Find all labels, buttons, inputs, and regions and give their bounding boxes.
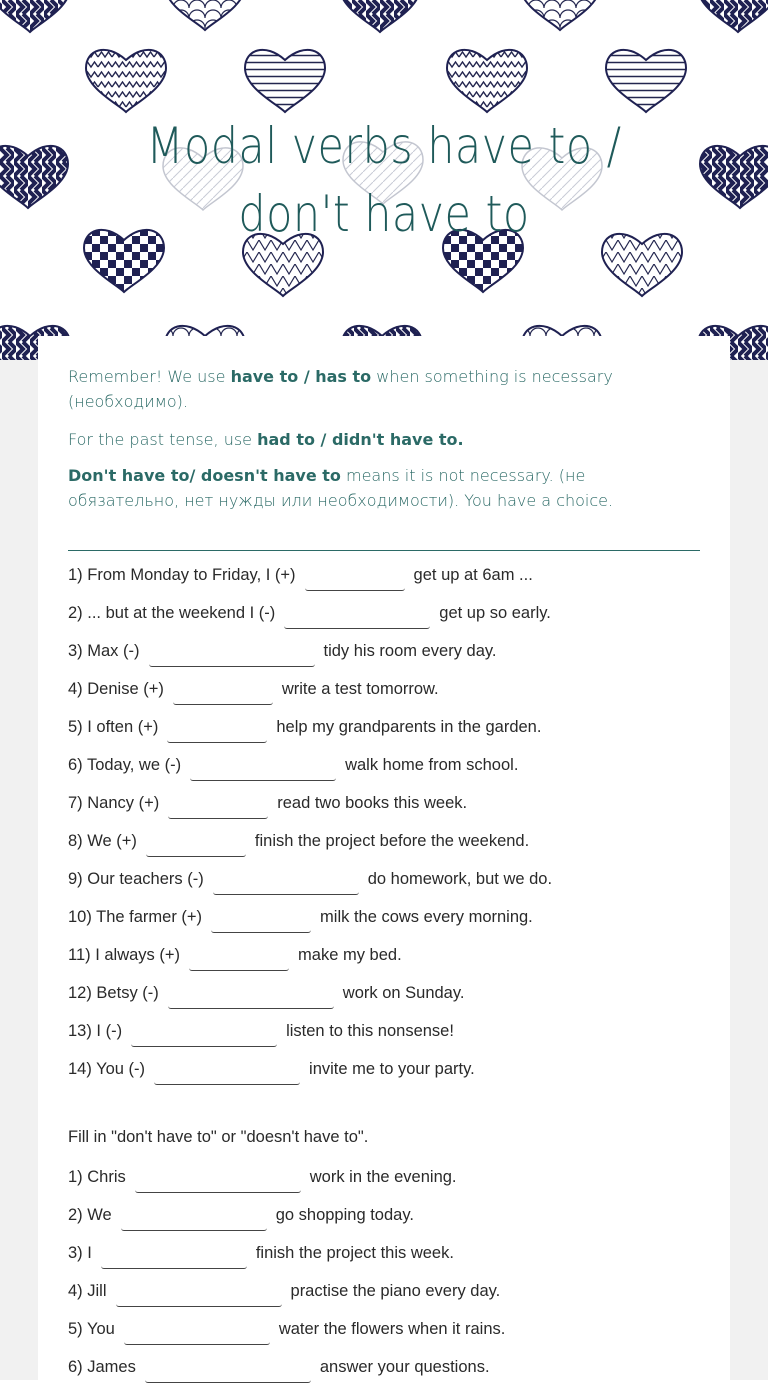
answer-blank[interactable]: [149, 648, 315, 667]
divider: [68, 550, 700, 551]
answer-blank[interactable]: [190, 762, 336, 781]
exercise-item: 10) The farmer (+) milk the cows every morning.: [68, 905, 533, 929]
answer-blank[interactable]: [284, 610, 430, 629]
exercise-item: 12) Betsy (-) work on Sunday.: [68, 981, 464, 1005]
exercise-item: 11) I always (+) make my bed.: [68, 943, 402, 967]
answer-blank[interactable]: [131, 1028, 277, 1047]
answer-blank[interactable]: [213, 876, 359, 895]
exercise2-instruction: Fill in "don't have to" or "doesn't have to".: [68, 1128, 369, 1146]
answer-blank[interactable]: [173, 686, 273, 705]
answer-blank[interactable]: [168, 800, 268, 819]
exercise-item: 7) Nancy (+) read two books this week.: [68, 791, 467, 815]
exercise-item: 6) Today, we (-) walk home from school.: [68, 753, 518, 777]
exercise-item: 13) I (-) listen to this nonsense!: [68, 1019, 454, 1043]
answer-blank[interactable]: [121, 1212, 267, 1231]
answer-blank[interactable]: [305, 572, 405, 591]
answer-blank[interactable]: [211, 914, 311, 933]
answer-blank[interactable]: [101, 1250, 247, 1269]
answer-blank[interactable]: [167, 724, 267, 743]
exercise-item: 8) We (+) finish the project before the weekend.: [68, 829, 529, 853]
exercise-item: 3) I finish the project this week.: [68, 1241, 454, 1265]
right-margin: [730, 360, 768, 1380]
intro-rule-present: Remember! We use have to / has to when something is necessary (необходимо).: [68, 367, 613, 411]
answer-blank[interactable]: [116, 1288, 282, 1307]
intro-rule-negative: Don't have to/ doesn't have to means it is not necessary. (не обязательно, нет нужды или необходимости). You have a choice.: [68, 466, 614, 510]
answer-blank[interactable]: [135, 1174, 301, 1193]
header-banner: [0, 0, 768, 360]
exercise-item: 3) Max (-) tidy his room every day.: [68, 639, 497, 663]
exercise-item: 4) Denise (+) write a test tomorrow.: [68, 677, 439, 701]
answer-blank[interactable]: [146, 838, 246, 857]
answer-blank[interactable]: [154, 1066, 300, 1085]
answer-blank[interactable]: [124, 1326, 270, 1345]
page-title: Modal verbs have to / don't have to: [146, 117, 622, 243]
answer-blank[interactable]: [189, 952, 289, 971]
exercise-item: 2) ... but at the weekend I (-) get up so early.: [68, 601, 551, 625]
exercise-item: 9) Our teachers (-) do homework, but we do.: [68, 867, 552, 891]
exercise-item: 5) You water the flowers when it rains.: [68, 1317, 505, 1341]
answer-blank[interactable]: [168, 990, 334, 1009]
exercise-item: 1) From Monday to Friday, I (+) get up at 6am ...: [68, 563, 533, 587]
exercise-item: 5) I often (+) help my grandparents in the garden.: [68, 715, 541, 739]
left-margin: [0, 360, 38, 1380]
exercise-item: 6) James answer your questions.: [68, 1355, 490, 1379]
exercise-item: 2) We go shopping today.: [68, 1203, 414, 1227]
exercise-item: 4) Jill practise the piano every day.: [68, 1279, 500, 1303]
exercise-item: 1) Chris work in the evening.: [68, 1165, 457, 1189]
exercise-item: 14) You (-) invite me to your party.: [68, 1057, 475, 1081]
intro-rule-past: For the past tense, use had to / didn't have to.: [68, 430, 464, 449]
